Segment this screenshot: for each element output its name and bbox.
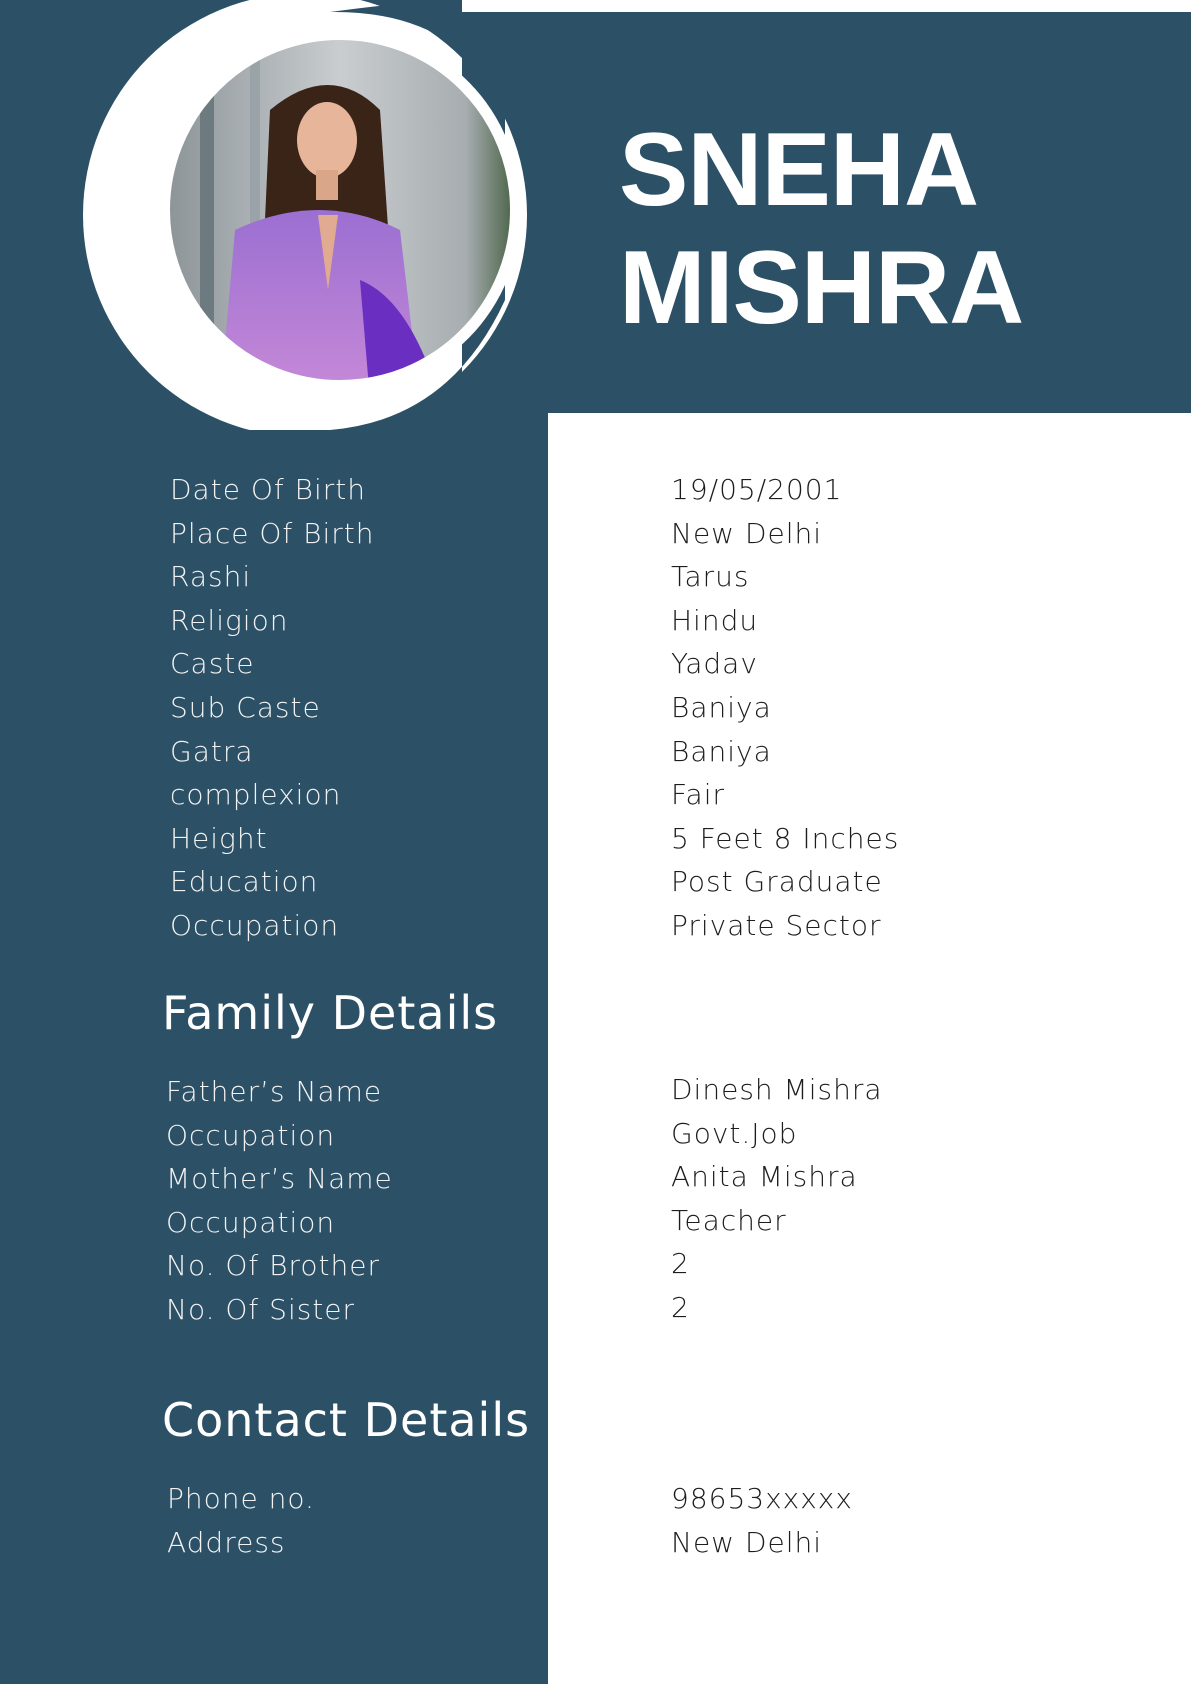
- personal-value: 5 Feet 8 Inches: [671, 821, 900, 855]
- personal-label: Place Of Birth: [170, 516, 375, 550]
- family-label: Occupation: [166, 1205, 336, 1239]
- family-label: Occupation: [166, 1118, 336, 1152]
- family-value: Dinesh Mishra: [671, 1073, 883, 1106]
- personal-value: Baniya: [671, 734, 772, 768]
- personal-value: Baniya: [671, 691, 772, 724]
- family-label: Father’s Name: [166, 1075, 383, 1108]
- personal-label: Sub Caste: [170, 691, 321, 724]
- family-value: 2: [671, 1291, 690, 1324]
- personal-value: 19/05/2001: [671, 473, 843, 506]
- personal-label: Date Of Birth: [170, 473, 366, 506]
- personal-label: Gatra: [170, 734, 254, 768]
- contact-label: Address: [167, 1525, 286, 1559]
- personal-value: Post Graduate: [671, 865, 883, 899]
- personal-label: Education: [170, 865, 319, 899]
- family-value: Govt.Job: [671, 1116, 798, 1150]
- personal-value: New Delhi: [671, 516, 823, 550]
- family-label: No. Of Sister: [166, 1293, 356, 1326]
- personal-value: Private Sector: [671, 909, 882, 942]
- personal-label: Height: [170, 821, 268, 855]
- family-value: Anita Mishra: [671, 1160, 858, 1194]
- contact-value: 98653xxxxx: [671, 1482, 853, 1515]
- family-value: Teacher: [671, 1203, 787, 1237]
- contact-label: Phone no.: [167, 1482, 315, 1515]
- personal-label: Rashi: [170, 560, 252, 594]
- first-name: SNEHA: [619, 112, 979, 228]
- personal-label: Religion: [170, 603, 289, 637]
- family-value: 2: [671, 1247, 690, 1281]
- personal-label: Caste: [170, 647, 255, 681]
- personal-label: Occupation: [170, 909, 340, 942]
- personal-value: Tarus: [671, 560, 750, 594]
- contact-details-heading: Contact Details: [162, 1393, 531, 1447]
- personal-value: Hindu: [671, 603, 759, 637]
- family-label: Mother’s Name: [166, 1162, 393, 1196]
- family-details-heading: Family Details: [162, 986, 499, 1040]
- personal-value: Fair: [671, 778, 725, 812]
- contact-value: New Delhi: [671, 1525, 823, 1559]
- personal-value: Yadav: [671, 647, 758, 681]
- personal-label: complexion: [170, 778, 342, 812]
- last-name: MISHRA: [619, 230, 1024, 346]
- profile-photo-frame: [0, 0, 548, 430]
- family-label: No. Of Brother: [166, 1249, 381, 1283]
